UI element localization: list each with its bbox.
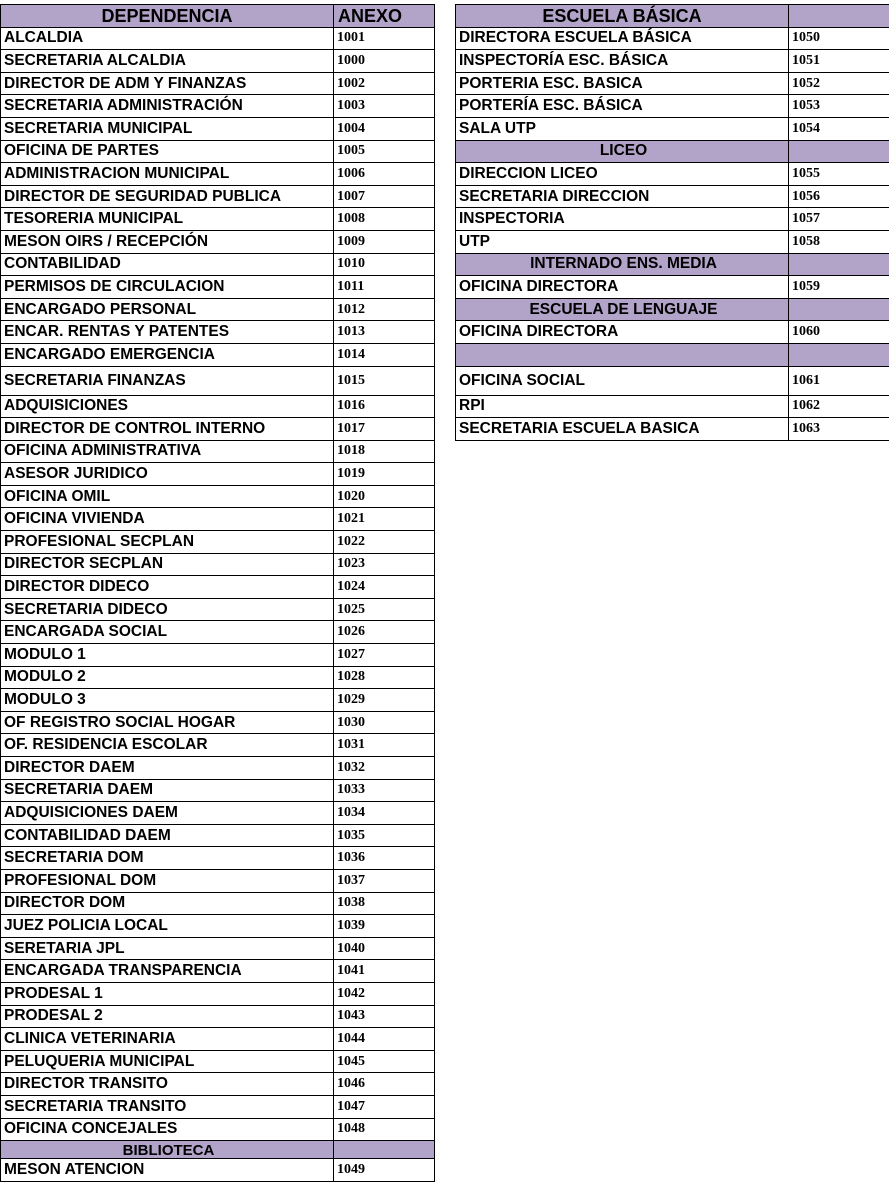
dependencia-cell: ENCARGADA SOCIAL [1,621,334,644]
anexo-cell: 1044 [334,1028,435,1051]
table-row [1,253,435,276]
anexo-cell: 1024 [334,576,435,599]
table-row [1,1118,435,1141]
anexo-cell: 1013 [334,321,435,344]
section-liceo-blank [789,140,889,163]
table-row [1,757,435,780]
table-row [1,711,435,734]
dependencia-cell: PROFESIONAL DOM [1,869,334,892]
dependencia-cell: ADQUISICIONES DAEM [1,802,334,825]
anexo-cell: 1041 [334,960,435,983]
dependencia-cell: SECRETARIA ESCUELA BASICA [456,418,789,441]
anexo-cell: 1003 [334,95,435,118]
table-row [1,666,435,689]
anexo-cell: 1012 [334,298,435,321]
dependencia-cell: PROFESIONAL SECPLAN [1,531,334,554]
dependencia-cell: PRODESAL 1 [1,982,334,1005]
anexo-cell: 1060 [789,321,889,344]
dependencia-cell: CONTABILIDAD [1,253,334,276]
dependencia-cell: ENCARGADA TRANSPARENCIA [1,960,334,983]
table-row [456,185,889,208]
dependencia-cell: PORTERIA ESC. BASICA [456,72,789,95]
section-row [456,253,889,276]
dependencia-cell: MESON OIRS / RECEPCIÓN [1,230,334,253]
dependencia-cell: INSPECTORIA [456,208,789,231]
section-internado: INTERNADO ENS. MEDIA [456,253,789,276]
table-row [1,621,435,644]
dependencia-cell: DIRECTOR SECPLAN [1,553,334,576]
table-row [456,72,889,95]
anexo-cell: 1058 [789,230,889,253]
anexo-cell: 1045 [334,1050,435,1073]
table-row [456,27,889,50]
section-row [1,1141,435,1159]
dependencia-cell: ADMINISTRACION MUNICIPAL [1,163,334,186]
table-row [1,802,435,825]
dependencia-cell: OFICINA DIRECTORA [456,276,789,299]
section-escuela-lenguaje: ESCUELA DE LENGUAJE [456,298,789,321]
dependencia-cell: SERETARIA JPL [1,937,334,960]
dependencia-cell: PORTERÍA ESC. BÁSICA [456,95,789,118]
table-row [1,117,435,140]
table-row [1,824,435,847]
table-row [1,553,435,576]
dependencia-cell: DIRECTOR DAEM [1,757,334,780]
anexo-cell: 1028 [334,666,435,689]
anexo-cell: 1018 [334,440,435,463]
table-row [1,27,435,50]
table-row [1,734,435,757]
table-row [1,1028,435,1051]
table-row [456,208,889,231]
anexo-header: ANEXO [334,5,435,28]
anexo-cell: 1006 [334,163,435,186]
dependencia-cell: ENCARGADO PERSONAL [1,298,334,321]
dependencia-cell: ADQUISICIONES [1,395,334,418]
table-row [456,276,889,299]
anexo-cell: 1017 [334,418,435,441]
table-row [1,50,435,73]
anexo-cell: 1020 [334,485,435,508]
table-row [1,463,435,486]
table-row [1,366,435,395]
dependencia-cell: SECRETARIA DOM [1,847,334,870]
dependencia-cell: OFICINA CONCEJALES [1,1118,334,1141]
table-row [456,117,889,140]
dependencia-cell: SECRETARIA TRANSITO [1,1095,334,1118]
dependencias-table [0,4,435,1182]
dependencia-cell: OF. RESIDENCIA ESCOLAR [1,734,334,757]
anexo-cell: 1040 [334,937,435,960]
table-row [1,531,435,554]
anexo-cell: 1009 [334,230,435,253]
table-row [456,230,889,253]
table-row [1,960,435,983]
dependencia-cell: OFICINA OMIL [1,485,334,508]
table-row [1,185,435,208]
dependencia-cell: TESORERIA MUNICIPAL [1,208,334,231]
table-header-row [1,5,435,28]
anexo-cell: 1061 [789,366,889,395]
escuelas-table [455,4,889,441]
table-row [1,140,435,163]
table-row [1,440,435,463]
table-row [1,208,435,231]
anexo-cell: 1000 [334,50,435,73]
table-row [1,892,435,915]
anexo-cell: 1027 [334,644,435,667]
table-row [456,163,889,186]
table-row [1,343,435,366]
dependencia-cell: OFICINA VIVIENDA [1,508,334,531]
anexo-cell: 1063 [789,418,889,441]
dependencia-cell: MODULO 1 [1,644,334,667]
anexo-cell: 1015 [334,366,435,395]
table-row [1,1050,435,1073]
section-row [456,343,889,366]
dependencia-cell: PRODESAL 2 [1,1005,334,1028]
anexo-cell: 1026 [334,621,435,644]
anexo-cell: 1057 [789,208,889,231]
anexo-cell: 1030 [334,711,435,734]
anexo-cell: 1007 [334,185,435,208]
anexo-cell: 1055 [789,163,889,186]
anexo-cell: 1035 [334,824,435,847]
dependencia-cell: SECRETARIA FINANZAS [1,366,334,395]
table-row [456,395,889,418]
anexo-cell: 1049 [334,1159,435,1182]
anexo-cell: 1037 [334,869,435,892]
anexo-cell: 1043 [334,1005,435,1028]
table-row [456,95,889,118]
anexo-cell: 1034 [334,802,435,825]
table-row [1,779,435,802]
dependencia-cell: SECRETARIA ALCALDIA [1,50,334,73]
anexo-cell: 1014 [334,343,435,366]
anexo-cell: 1059 [789,276,889,299]
dependencia-cell: PERMISOS DE CIRCULACION [1,276,334,299]
dependencia-cell: CONTABILIDAD DAEM [1,824,334,847]
table-row [1,847,435,870]
table-row [1,1073,435,1096]
dependencia-cell: UTP [456,230,789,253]
anexo-cell: 1054 [789,117,889,140]
dependencia-cell: OFICINA DIRECTORA [456,321,789,344]
escuela-basica-header-blank [789,5,889,28]
dependencia-cell: DIRECTOR DE CONTROL INTERNO [1,418,334,441]
dependencia-cell: PELUQUERIA MUNICIPAL [1,1050,334,1073]
dependencia-cell: INSPECTORÍA ESC. BÁSICA [456,50,789,73]
dependencia-cell: DIRECTOR TRANSITO [1,1073,334,1096]
dependencia-cell: MODULO 3 [1,689,334,712]
table-row [1,869,435,892]
table-row [1,485,435,508]
table-row [456,321,889,344]
table-row [1,598,435,621]
anexo-cell: 1048 [334,1118,435,1141]
anexo-cell: 1062 [789,395,889,418]
dependencia-cell: SECRETARIA DIDECO [1,598,334,621]
section-row [456,140,889,163]
anexo-cell: 1004 [334,117,435,140]
dependencia-cell: SECRETARIA DIRECCION [456,185,789,208]
table-row [1,163,435,186]
anexo-cell: 1038 [334,892,435,915]
section-row [456,298,889,321]
section-blank-blank [789,343,889,366]
anexo-cell: 1032 [334,757,435,780]
dependencia-cell: RPI [456,395,789,418]
anexo-cell: 1005 [334,140,435,163]
anexo-cell: 1025 [334,598,435,621]
anexo-cell: 1051 [789,50,889,73]
table-row [1,937,435,960]
section-internado-blank [789,253,889,276]
table-row [1,1159,435,1182]
anexo-cell: 1008 [334,208,435,231]
table-row [456,418,889,441]
dependencia-cell: SECRETARIA ADMINISTRACIÓN [1,95,334,118]
dependencia-cell: OFICINA DE PARTES [1,140,334,163]
dependencia-cell: OFICINA SOCIAL [456,366,789,395]
dependencia-cell: OF REGISTRO SOCIAL HOGAR [1,711,334,734]
anexo-cell: 1021 [334,508,435,531]
table-row [1,982,435,1005]
anexo-cell: 1023 [334,553,435,576]
anexo-cell: 1002 [334,72,435,95]
dependencia-cell: JUEZ POLICIA LOCAL [1,915,334,938]
anexo-cell: 1001 [334,27,435,50]
anexo-cell: 1047 [334,1095,435,1118]
dependencia-cell: SECRETARIA MUNICIPAL [1,117,334,140]
table-row [1,72,435,95]
dependencia-cell: ASESOR JURIDICO [1,463,334,486]
section-biblioteca-blank [334,1141,435,1159]
dependencia-cell: DIRECTORA ESCUELA BÁSICA [456,27,789,50]
anexo-cell: 1016 [334,395,435,418]
dependencia-cell: CLINICA VETERINARIA [1,1028,334,1051]
dependencia-cell: ALCALDIA [1,27,334,50]
section-blank [456,343,789,366]
anexo-cell: 1056 [789,185,889,208]
dependencia-cell: SECRETARIA DAEM [1,779,334,802]
table-row [1,1005,435,1028]
anexo-cell: 1053 [789,95,889,118]
table-header-row [456,5,889,28]
dependencia-header: DEPENDENCIA [1,5,334,28]
dependencia-cell: OFICINA ADMINISTRATIVA [1,440,334,463]
anexo-cell: 1010 [334,253,435,276]
dependencia-cell: ENCAR. RENTAS Y PATENTES [1,321,334,344]
dependencia-cell: DIRECCION LICEO [456,163,789,186]
table-row [456,366,889,395]
dependencia-cell: DIRECTOR DIDECO [1,576,334,599]
anexo-cell: 1042 [334,982,435,1005]
anexo-cell: 1039 [334,915,435,938]
dependencia-cell: SALA UTP [456,117,789,140]
escuela-basica-header: ESCUELA BÁSICA [456,5,789,28]
anexo-cell: 1031 [334,734,435,757]
dependencia-cell: DIRECTOR DE ADM Y FINANZAS [1,72,334,95]
table-row [456,50,889,73]
anexo-cell: 1046 [334,1073,435,1096]
table-row [1,418,435,441]
dependencia-cell: DIRECTOR DOM [1,892,334,915]
anexo-cell: 1052 [789,72,889,95]
table-row [1,576,435,599]
table-row [1,321,435,344]
dependencia-cell: MESON ATENCION [1,1159,334,1182]
dependencia-cell: ENCARGADO EMERGENCIA [1,343,334,366]
table-row [1,276,435,299]
dependencia-cell: MODULO 2 [1,666,334,689]
section-escuela-lenguaje-blank [789,298,889,321]
table-row [1,298,435,321]
table-row [1,508,435,531]
anexo-cell: 1050 [789,27,889,50]
anexo-cell: 1019 [334,463,435,486]
anexo-cell: 1033 [334,779,435,802]
table-row [1,689,435,712]
dependencia-cell: DIRECTOR DE SEGURIDAD PUBLICA [1,185,334,208]
table-row [1,95,435,118]
table-row [1,915,435,938]
table-row [1,395,435,418]
section-liceo: LICEO [456,140,789,163]
anexo-cell: 1022 [334,531,435,554]
anexo-cell: 1036 [334,847,435,870]
table-row [1,230,435,253]
table-row [1,1095,435,1118]
anexo-cell: 1029 [334,689,435,712]
table-row [1,644,435,667]
anexo-cell: 1011 [334,276,435,299]
section-biblioteca: BIBLIOTECA [1,1141,334,1159]
